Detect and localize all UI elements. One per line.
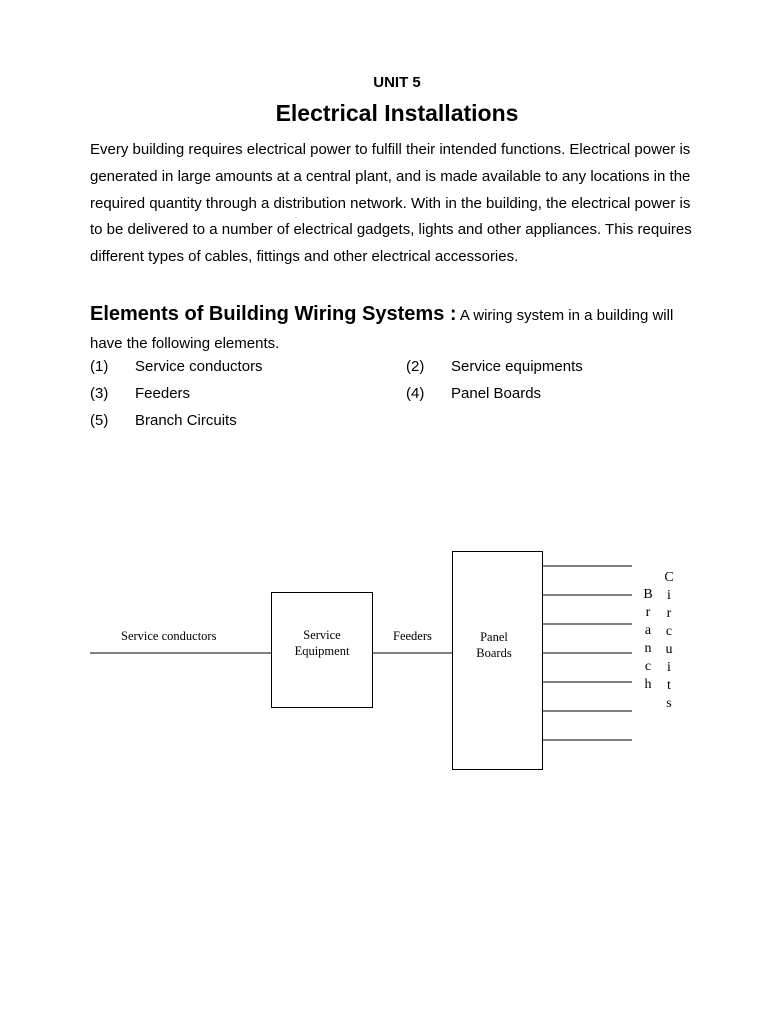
branch-circuit-lines bbox=[542, 566, 632, 740]
panel-boards-label-line1: Panel bbox=[480, 630, 508, 644]
list-item-label: Panel Boards bbox=[451, 385, 542, 402]
panel-boards-box bbox=[453, 552, 543, 770]
section-elements bbox=[90, 300, 704, 358]
list-item-number: (2) bbox=[406, 358, 425, 375]
branch-letter: n bbox=[644, 641, 652, 656]
list-item-label: Service conductors bbox=[135, 358, 263, 375]
list-item bbox=[90, 412, 237, 429]
list-item-label: Feeders bbox=[135, 385, 191, 402]
circuits-letter: s bbox=[666, 696, 672, 711]
section-heading: Elements of Building Wiring Systems : bbox=[90, 303, 457, 325]
list-item bbox=[406, 385, 541, 402]
branch-letter: h bbox=[644, 677, 652, 692]
branch-letter: r bbox=[645, 605, 651, 620]
branch-vertical-label bbox=[643, 587, 652, 692]
panel-boards-label-line2: Boards bbox=[476, 646, 512, 660]
list-item bbox=[90, 385, 190, 402]
list-item-number: (4) bbox=[406, 385, 425, 402]
list-item-number: (5) bbox=[90, 412, 109, 429]
intro-paragraph: Every building requires electrical power to fulfill their intended functions. Electrical power is generated in large amounts at a central plant, and is made available to any locations in the required quantity through a distribution network. With in the building, the electrical power is to be delivered to a number of electrical gadgets, lights and other appliances. This requires different types of cables, fittings and other electrical accessories. bbox=[90, 141, 692, 266]
unit-label: UNIT 5 bbox=[373, 74, 421, 91]
circuits-letter: r bbox=[666, 606, 672, 621]
circuits-letter: u bbox=[665, 642, 673, 657]
circuits-letter: c bbox=[665, 624, 673, 639]
list-item-number: (3) bbox=[90, 385, 109, 402]
section-text: A wiring system in a building will have the following elements. bbox=[90, 307, 674, 352]
list-item-label: Branch Circuits bbox=[135, 412, 237, 429]
list-item-label: Service equipments bbox=[451, 358, 583, 375]
list-item bbox=[90, 358, 263, 375]
circuits-letter: t bbox=[667, 678, 671, 693]
list-item bbox=[406, 358, 583, 375]
page-title: Electrical Installations bbox=[275, 100, 519, 126]
list-item-number: (1) bbox=[90, 358, 109, 375]
service-equipment-box bbox=[272, 593, 373, 708]
service-equipment-label-line2: Equipment bbox=[294, 644, 350, 658]
branch-letter: B bbox=[643, 587, 653, 602]
branch-letter: a bbox=[644, 623, 652, 638]
circuits-letter: i bbox=[667, 588, 671, 603]
circuits-vertical-label bbox=[664, 570, 673, 711]
service-conductors-label: Service conductors bbox=[121, 629, 217, 643]
feeders-label: Feeders bbox=[393, 629, 432, 643]
circuits-letter: C bbox=[664, 570, 674, 585]
branch-letter: c bbox=[644, 659, 652, 674]
circuits-letter: i bbox=[667, 660, 671, 675]
service-equipment-label-line1: Service bbox=[303, 628, 341, 642]
